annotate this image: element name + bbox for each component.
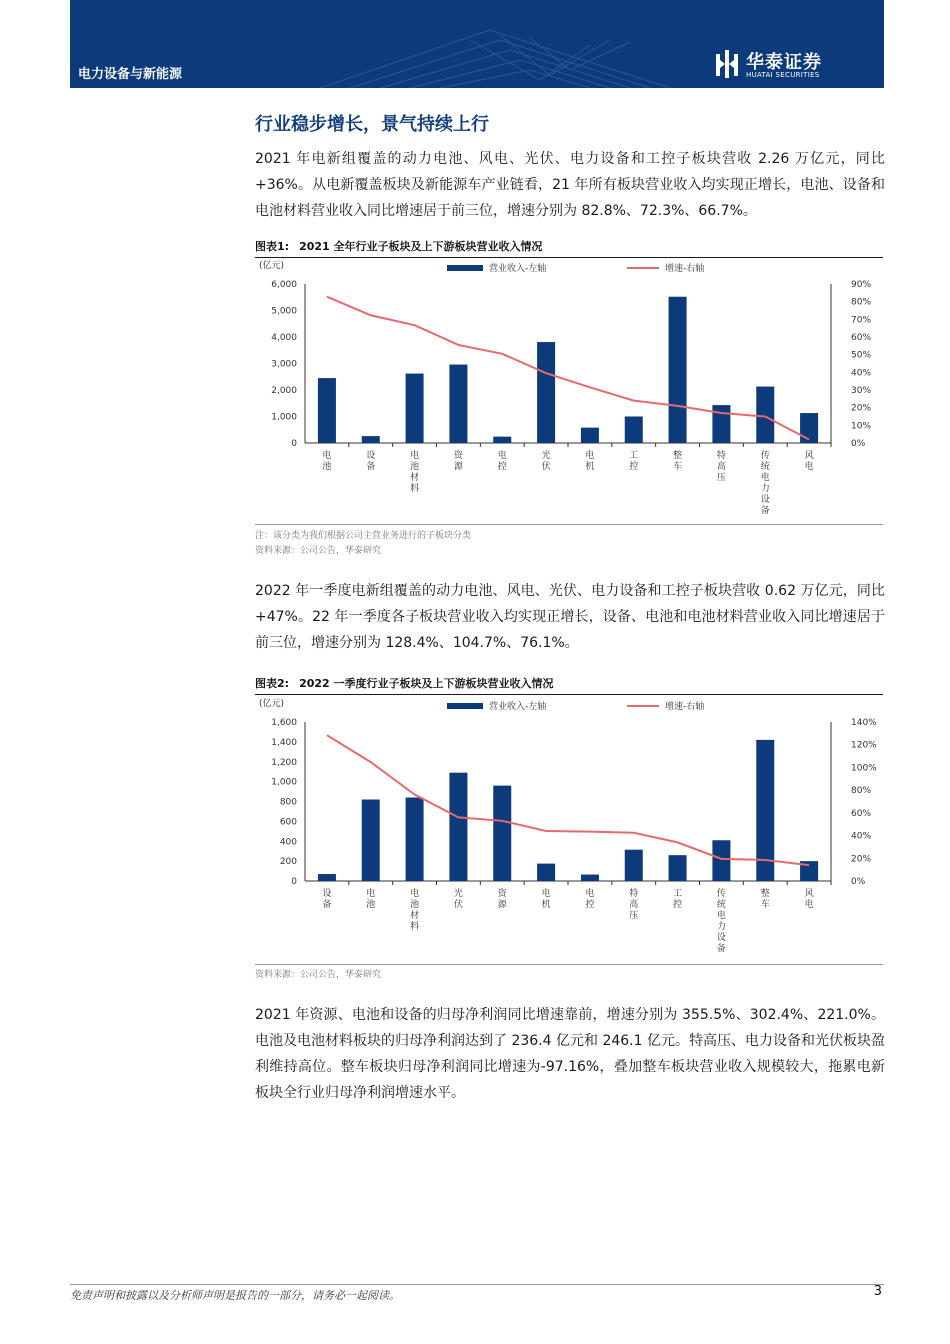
y2-tick-label: 40% xyxy=(851,831,872,842)
footer-rule xyxy=(70,1284,884,1285)
bar-特高压 xyxy=(625,850,643,881)
x-tick-label: 特高压 xyxy=(716,451,726,483)
x-tick-label: 光伏 xyxy=(453,889,463,910)
y-axis-unit-label: (亿元) xyxy=(259,699,285,709)
y-tick-label: 400 xyxy=(279,837,297,848)
x-tick-label: 电池 xyxy=(322,451,332,472)
header-section-title: 电力设备与新能源 xyxy=(78,67,183,82)
page-number: 3 xyxy=(873,1284,882,1299)
x-tick-label: 电控 xyxy=(497,451,507,472)
bar-资源 xyxy=(449,365,467,443)
section-title: 行业稳步增长，景气持续上行 xyxy=(255,114,489,135)
bar-设备 xyxy=(318,874,336,881)
legend-label-growth: 增速-右轴 xyxy=(665,702,705,712)
bar-光伏 xyxy=(449,773,467,881)
y-tick-label: 2,000 xyxy=(271,386,297,396)
y-tick-label: 5,000 xyxy=(271,306,297,317)
figure-1-title xyxy=(255,238,883,258)
paragraph-1: 2021 年电新组覆盖的动力电池、风电、光伏、电力设备和工控子板块营收 2.26 万亿元，同比+36%。从电新覆盖板块及新能源车产业链看，21 年所有板块营业收入均实现正增长，电池、设备和电池材料营业收入同比增速居于前三位，增速分别为 82.8%、72.3%、66.7%。 xyxy=(255,151,885,219)
x-tick-label: 整车 xyxy=(673,451,683,472)
figure-2-bottom-rule xyxy=(255,964,883,965)
y-tick-label: 200 xyxy=(279,857,297,868)
legend-label-growth: 增速-右轴 xyxy=(665,264,705,274)
x-tick-label: 设备 xyxy=(322,889,332,910)
y2-tick-label: 10% xyxy=(851,421,872,432)
growth-line xyxy=(327,297,809,440)
y2-tick-label: 20% xyxy=(851,854,872,865)
bar-特高压 xyxy=(712,405,730,443)
bar-电池 xyxy=(362,800,380,881)
brand-logo-icon xyxy=(714,50,740,78)
y2-tick-label: 90% xyxy=(851,280,872,290)
x-tick-label: 传统电力设备 xyxy=(760,451,770,516)
y-tick-label: 4,000 xyxy=(271,333,297,343)
x-tick-label: 工控 xyxy=(673,889,683,910)
bar-电池材料 xyxy=(406,798,424,881)
figure-2-source: 资料来源：公司公告，华泰研究 xyxy=(255,970,382,980)
y2-tick-label: 70% xyxy=(851,315,872,326)
y-tick-label: 0 xyxy=(291,439,297,449)
y2-tick-label: 50% xyxy=(851,350,872,361)
x-tick-label: 电机 xyxy=(541,889,551,910)
x-tick-label: 电机 xyxy=(585,451,595,472)
bar-电机 xyxy=(537,864,555,881)
bar-电池 xyxy=(318,378,336,443)
y2-tick-label: 60% xyxy=(851,333,872,343)
figure-1-chart xyxy=(255,256,883,522)
x-tick-label: 特高压 xyxy=(629,889,639,921)
legend-swatch-revenue xyxy=(447,703,483,709)
x-tick-label: 电池材料 xyxy=(410,889,420,932)
y-tick-label: 1,000 xyxy=(271,412,297,423)
legend-label-revenue: 营业收入-左轴 xyxy=(489,702,547,712)
y2-tick-label: 140% xyxy=(851,718,877,728)
figure-2-chart xyxy=(255,694,883,960)
paragraph-3: 2021 年资源、电池和设备的归母净利润同比增速靠前，增速分别为 355.5%、302.4%、221.0%。电池及电池材料板块的归母净利润达到了 236.4 亿元和 246.1 亿元。特高压、电力设备和光伏板块盈利维持高位。整车板块归母净利润同比增速为-97.16%，叠加整车板块营业收入规模较大，拖累电新板块全行业归母净利润增速水平。 xyxy=(255,1007,885,1101)
page-header xyxy=(70,0,884,88)
x-tick-label: 工控 xyxy=(629,451,639,472)
brand-name-cn: 华泰证券 xyxy=(746,52,822,73)
y2-tick-label: 20% xyxy=(851,403,872,414)
y-tick-label: 600 xyxy=(279,817,297,828)
y2-tick-label: 80% xyxy=(851,786,872,797)
figure-1-note: 注：该分类为我们根据公司主营业务进行的子板块分类 xyxy=(255,531,472,541)
figure-2-title xyxy=(255,675,883,695)
x-tick-label: 电池 xyxy=(366,889,376,910)
y2-tick-label: 120% xyxy=(851,740,877,751)
x-tick-label: 传统电力设备 xyxy=(716,889,726,954)
legend-swatch-revenue xyxy=(447,265,483,271)
x-tick-label: 电控 xyxy=(585,889,595,910)
y-tick-label: 1,600 xyxy=(271,718,297,728)
x-tick-label: 资源 xyxy=(497,889,507,910)
y-axis-unit-label: (亿元) xyxy=(259,261,285,271)
y-tick-label: 3,000 xyxy=(271,359,297,370)
figure-1-bottom-rule xyxy=(255,524,883,525)
y-tick-label: 0 xyxy=(291,877,297,887)
bar-电控 xyxy=(493,437,511,443)
figure-1-source: 资料来源：公司公告，华泰研究 xyxy=(255,546,382,556)
x-tick-label: 设备 xyxy=(366,451,376,472)
y2-tick-label: 30% xyxy=(851,386,872,396)
y2-tick-label: 60% xyxy=(851,808,872,819)
y-tick-label: 1,200 xyxy=(271,757,297,768)
y2-tick-label: 80% xyxy=(851,297,872,308)
x-tick-label: 整车 xyxy=(760,889,770,910)
bar-工控 xyxy=(625,417,643,444)
y-tick-label: 6,000 xyxy=(271,280,297,290)
paragraph-2: 2022 年一季度电新组覆盖的动力电池、风电、光伏、电力设备和工控子板块营收 0.62 万亿元，同比+47%。22 年一季度各子板块营业收入均实现正增长，设备、电池和电池材料营业收入同比增速居于前三位，增速分别为 128.4%、104.7%、76.1%。 xyxy=(255,583,885,651)
bar-电池材料 xyxy=(406,374,424,443)
growth-line xyxy=(327,735,809,865)
bar-资源 xyxy=(493,786,511,881)
y2-tick-label: 100% xyxy=(851,763,877,774)
bar-电机 xyxy=(581,428,599,443)
y2-tick-label: 40% xyxy=(851,368,872,379)
brand xyxy=(714,44,874,84)
bar-光伏 xyxy=(537,342,555,443)
figure-2-title-text: 2022 一季度行业子板块及上下游板块营业收入情况 xyxy=(299,677,554,690)
bar-传统电力设备 xyxy=(756,387,774,443)
bar-传统电力设备 xyxy=(712,840,730,881)
bar-电控 xyxy=(581,875,599,881)
figure-2-label: 图表2: xyxy=(255,677,290,690)
y-tick-label: 1,400 xyxy=(271,737,297,748)
x-tick-label: 光伏 xyxy=(541,451,551,472)
footer-disclaimer: 免责声明和披露以及分析师声明是报告的一部分，请务必一起阅读。 xyxy=(70,1289,400,1302)
bar-工控 xyxy=(669,855,687,881)
brand-name-en: HUATAI SECURITIES xyxy=(746,71,820,79)
legend-label-revenue: 营业收入-左轴 xyxy=(489,264,547,274)
x-tick-label: 风电 xyxy=(804,889,814,910)
x-tick-label: 电池材料 xyxy=(410,451,420,494)
y-tick-label: 800 xyxy=(279,797,297,808)
figure-1-title-text: 2021 全年行业子板块及上下游板块营业收入情况 xyxy=(299,240,543,253)
x-tick-label: 风电 xyxy=(804,451,814,472)
bar-整车 xyxy=(669,297,687,443)
y-tick-label: 1,000 xyxy=(271,777,297,788)
x-tick-label: 资源 xyxy=(453,451,463,472)
figure-1-label: 图表1: xyxy=(255,240,290,253)
y2-tick-label: 0% xyxy=(851,877,866,887)
y2-tick-label: 0% xyxy=(851,439,866,449)
bar-设备 xyxy=(362,436,380,443)
